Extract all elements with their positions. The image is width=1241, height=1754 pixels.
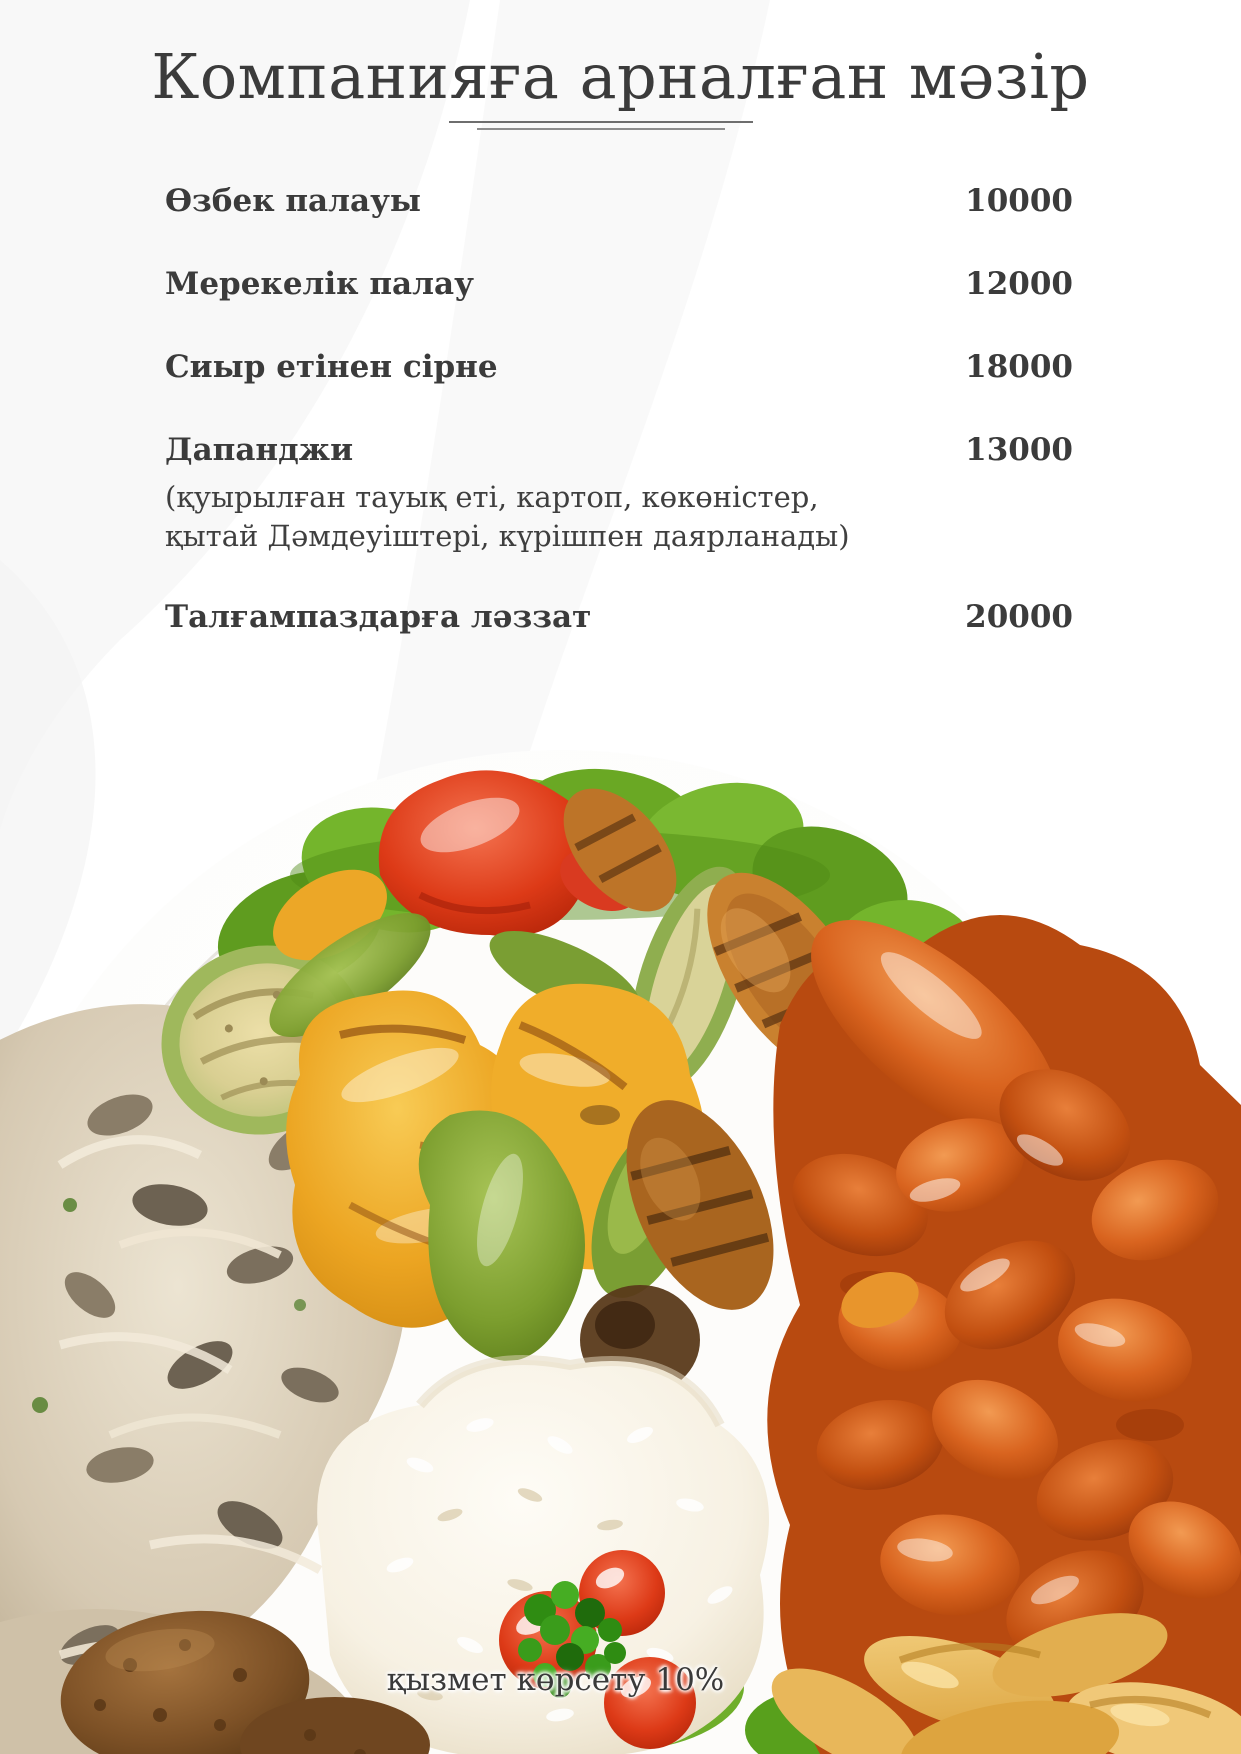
- menu-item-name: Дапанджи: [165, 432, 354, 469]
- menu-item-name: Өзбек палауы: [165, 183, 422, 220]
- header: [0, 0, 1241, 130]
- menu-item: [165, 350, 1073, 384]
- menu-item-price: 12000: [965, 266, 1073, 303]
- service-note: қызмет көрсету 10%: [386, 1662, 725, 1698]
- menu-item-price: 20000: [965, 599, 1073, 636]
- menu-item: [165, 600, 1073, 634]
- page-title: Компанияға арналған мәзір: [151, 40, 1090, 113]
- glazed-chicken-wings: [767, 882, 1241, 1754]
- title-underline-long: [449, 121, 753, 123]
- menu-item: [165, 433, 1073, 467]
- menu-list: [165, 184, 1073, 634]
- menu-item-name: Мерекелік палау: [165, 266, 474, 303]
- title-underline: [0, 121, 1221, 130]
- menu-item-price: 18000: [965, 349, 1073, 386]
- menu-item-description: (қуырылған тауық еті, картоп, көкөністер, қытай Дәмдеуіштері, күрішпен даярланады): [165, 480, 850, 554]
- menu-item-price: 13000: [965, 432, 1073, 469]
- menu-item-price: 10000: [965, 183, 1073, 220]
- menu-item-name: Сиыр етінен сірне: [165, 349, 498, 386]
- food-photo: [0, 645, 1241, 1754]
- title-underline-short: [477, 128, 725, 130]
- menu-item-name: Талғампаздарға ләззат: [165, 599, 592, 636]
- menu-item: [165, 267, 1073, 301]
- menu-item: [165, 184, 1073, 218]
